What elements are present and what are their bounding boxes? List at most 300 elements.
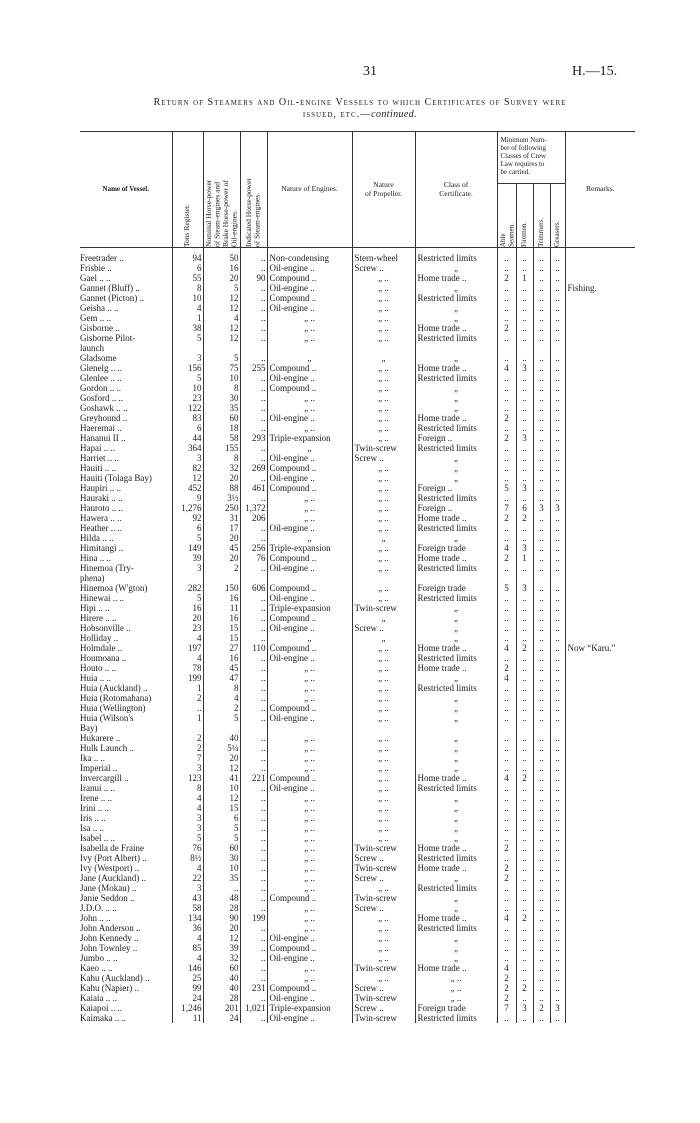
vessel-name: Huia (Rotomahana)	[80, 693, 152, 703]
able-seamen: ..	[497, 453, 516, 463]
able-seamen: ..	[497, 703, 516, 713]
table-row	[80, 413, 635, 423]
nominal-horse-power: 8	[203, 683, 240, 693]
able-seamen: ..	[497, 833, 516, 843]
firemen: ..	[516, 393, 533, 403]
able-seamen: ..	[497, 853, 516, 863]
trimmers: ..	[533, 263, 550, 273]
indicated-horse-power: ..	[240, 263, 267, 273]
remarks	[565, 983, 635, 993]
tons-register: 36	[172, 923, 203, 933]
nature-of-engines: „ ..	[267, 673, 352, 683]
trimmers: ..	[533, 253, 550, 263]
table-row	[80, 843, 635, 853]
class-of-certificate: „	[415, 703, 497, 713]
table-row	[80, 823, 635, 833]
greasers: ..	[550, 543, 565, 553]
nominal-horse-power: 35	[203, 403, 240, 413]
firemen: ..	[516, 373, 533, 383]
firemen: ..	[516, 603, 533, 613]
table-row	[80, 873, 635, 883]
remarks	[565, 733, 635, 743]
remarks	[565, 773, 635, 783]
greasers: ..	[550, 443, 565, 453]
tons-register: 199	[172, 673, 203, 683]
remarks	[565, 533, 635, 543]
vessel-name: Hina .. ..	[80, 553, 111, 563]
trimmers: ..	[533, 373, 550, 383]
nature-of-engines: „ ..	[267, 763, 352, 773]
class-of-certificate: Home trade ..	[415, 553, 497, 563]
table-row	[80, 293, 635, 303]
table-body	[80, 248, 635, 1024]
table-row	[80, 393, 635, 403]
header-tons-register-label: Tons Register.	[182, 204, 192, 247]
able-seamen: 2	[497, 413, 516, 423]
greasers: ..	[550, 313, 565, 323]
nominal-horse-power: 3½	[203, 493, 240, 503]
nominal-horse-power: 40	[203, 983, 240, 993]
table-row	[80, 693, 635, 703]
nature-of-engines: „ ..	[267, 913, 352, 923]
table-row	[80, 853, 635, 863]
remarks: Fishing.	[565, 283, 635, 293]
table-row	[80, 603, 635, 613]
nature-of-propeller: „ ..	[352, 593, 415, 603]
greasers: ..	[550, 493, 565, 503]
remarks	[565, 453, 635, 463]
nature-of-propeller: „ ..	[352, 643, 415, 653]
remarks	[565, 583, 635, 593]
nature-of-engines: Oil-engine ..	[267, 303, 352, 313]
class-of-certificate: Restricted limits	[415, 923, 497, 933]
table-row	[80, 773, 635, 783]
trimmers: ..	[533, 833, 550, 843]
nominal-horse-power: 45	[203, 663, 240, 673]
nature-of-engines: Oil-engine ..	[267, 1013, 352, 1023]
firemen: 3	[516, 363, 533, 373]
nature-of-engines: Compound ..	[267, 703, 352, 713]
trimmers: ..	[533, 323, 550, 333]
remarks	[565, 493, 635, 503]
greasers: ..	[550, 893, 565, 903]
nature-of-engines: „ ..	[267, 863, 352, 873]
nature-of-propeller: „ ..	[352, 403, 415, 413]
nature-of-engines: Triple-expansion	[267, 543, 352, 553]
indicated-horse-power: ..	[240, 823, 267, 833]
vessel-name: Hinemoa (Try- phena)	[80, 563, 134, 583]
nature-of-engines: Compound ..	[267, 463, 352, 473]
nominal-horse-power: 18	[203, 423, 240, 433]
greasers: ..	[550, 563, 565, 583]
table-row	[80, 743, 635, 753]
nature-of-propeller: „ ..	[352, 703, 415, 713]
indicated-horse-power: ..	[240, 683, 267, 693]
nature-of-propeller: „ ..	[352, 673, 415, 683]
able-seamen: 2	[497, 993, 516, 1003]
table-row	[80, 263, 635, 273]
trimmers: ..	[533, 293, 550, 303]
tons-register: 6	[172, 523, 203, 533]
indicated-horse-power: ..	[240, 323, 267, 333]
table-row	[80, 363, 635, 373]
firemen: ..	[516, 823, 533, 833]
firemen: ..	[516, 493, 533, 503]
nature-of-engines: „ ..	[267, 423, 352, 433]
vessel-name: Irini .. ..	[80, 803, 109, 813]
tons-register: 5	[172, 593, 203, 603]
firemen: ..	[516, 653, 533, 663]
nominal-horse-power: 20	[203, 473, 240, 483]
header-nature-of-engines: Nature of Engines.	[267, 132, 352, 248]
nominal-horse-power: 250	[203, 503, 240, 513]
nominal-horse-power: 16	[203, 613, 240, 623]
remarks	[565, 993, 635, 1003]
indicated-horse-power: ..	[240, 953, 267, 963]
trimmers: ..	[533, 403, 550, 413]
able-seamen: ..	[497, 653, 516, 663]
nature-of-propeller: „ ..	[352, 653, 415, 663]
tons-register: 8½	[172, 853, 203, 863]
remarks	[565, 413, 635, 423]
table-row	[80, 803, 635, 813]
trimmers: ..	[533, 663, 550, 673]
table-row	[80, 933, 635, 943]
table-row	[80, 783, 635, 793]
nature-of-engines: Non-condensing	[267, 253, 352, 263]
nature-of-engines: „ ..	[267, 403, 352, 413]
class-of-certificate: Foreign trade	[415, 543, 497, 553]
trimmers: ..	[533, 633, 550, 643]
indicated-horse-power: ..	[240, 783, 267, 793]
greasers: ..	[550, 393, 565, 403]
table-row	[80, 313, 635, 323]
firemen: ..	[516, 703, 533, 713]
nature-of-propeller: „ ..	[352, 553, 415, 563]
greasers: ..	[550, 413, 565, 423]
vessel-name: Haeremai ..	[80, 423, 122, 433]
firemen: ..	[516, 623, 533, 633]
header-trimmers-label: Trimmers.	[537, 217, 546, 247]
vessel-name: Hauraki .. ..	[80, 493, 123, 503]
nature-of-engines: Oil-engine ..	[267, 563, 352, 583]
indicated-horse-power: 606	[240, 583, 267, 593]
greasers: ..	[550, 323, 565, 333]
firemen: ..	[516, 523, 533, 533]
trimmers: ..	[533, 653, 550, 663]
remarks	[565, 893, 635, 903]
nature-of-engines: „ ..	[267, 873, 352, 883]
table-row	[80, 613, 635, 623]
able-seamen: ..	[497, 683, 516, 693]
nominal-horse-power: 28	[203, 903, 240, 913]
remarks	[565, 373, 635, 383]
table-row	[80, 983, 635, 993]
vessel-name: Geisha .. ..	[80, 303, 119, 313]
indicated-horse-power: ..	[240, 423, 267, 433]
nominal-horse-power: 17	[203, 523, 240, 533]
table-row	[80, 553, 635, 563]
nature-of-engines: „ ..	[267, 503, 352, 513]
indicated-horse-power: ..	[240, 663, 267, 673]
table-row	[80, 463, 635, 473]
trimmers: ..	[533, 713, 550, 733]
nature-of-propeller: Screw ..	[352, 263, 415, 273]
nominal-horse-power: 16	[203, 593, 240, 603]
nominal-horse-power: 12	[203, 763, 240, 773]
trimmers: ..	[533, 993, 550, 1003]
greasers: ..	[550, 943, 565, 953]
vessel-name: Hilda .. ..	[80, 533, 114, 543]
remarks	[565, 633, 635, 643]
indicated-horse-power: ..	[240, 1013, 267, 1023]
tons-register: 38	[172, 323, 203, 333]
nature-of-propeller: „ ..	[352, 583, 415, 593]
vessel-name: Glenlee .. ..	[80, 373, 122, 383]
able-seamen: 4	[497, 913, 516, 923]
class-of-certificate: Foreign trade	[415, 583, 497, 593]
tons-register: 43	[172, 893, 203, 903]
table-row	[80, 583, 635, 593]
trimmers: ..	[533, 873, 550, 883]
tons-register: 452	[172, 483, 203, 493]
nature-of-propeller: „ ..	[352, 273, 415, 283]
header-minimum-crew: Minimum Num- ber of following Classes of Crew Law requires to be carried.	[497, 132, 565, 184]
tons-register: 7	[172, 753, 203, 763]
nominal-horse-power: 16	[203, 653, 240, 663]
vessel-name: Huia (Auckland) ..	[80, 683, 148, 693]
nature-of-engines: „	[267, 353, 352, 363]
greasers: ..	[550, 773, 565, 783]
indicated-horse-power: ..	[240, 713, 267, 733]
greasers: ..	[550, 463, 565, 473]
indicated-horse-power: ..	[240, 333, 267, 353]
able-seamen: ..	[497, 1013, 516, 1023]
greasers: ..	[550, 603, 565, 613]
table-row	[80, 623, 635, 633]
table-row	[80, 703, 635, 713]
trimmers: ..	[533, 353, 550, 363]
class-of-certificate: „	[415, 313, 497, 323]
remarks	[565, 923, 635, 933]
vessel-name: Gladsome	[80, 353, 117, 363]
nominal-horse-power: 15	[203, 623, 240, 633]
table-row	[80, 923, 635, 933]
nominal-horse-power: 30	[203, 853, 240, 863]
indicated-horse-power: ..	[240, 903, 267, 913]
greasers: ..	[550, 653, 565, 663]
nature-of-propeller: „ ..	[352, 763, 415, 773]
greasers: ..	[550, 433, 565, 443]
vessel-name: Gisborne ..	[80, 323, 120, 333]
nature-of-engines: „ ..	[267, 843, 352, 853]
greasers: ..	[550, 983, 565, 993]
tons-register: 4	[172, 863, 203, 873]
trimmers: ..	[533, 823, 550, 833]
trimmers: ..	[533, 883, 550, 893]
nominal-horse-power: 5¼	[203, 743, 240, 753]
able-seamen: 2	[497, 513, 516, 523]
vessel-name: Harriet .. ..	[80, 453, 119, 463]
vessel-name: Kaimaka .. ..	[80, 1013, 126, 1023]
indicated-horse-power: ..	[240, 453, 267, 463]
nature-of-engines: Oil-engine ..	[267, 263, 352, 273]
table-row	[80, 473, 635, 483]
tons-register: 4	[172, 303, 203, 313]
greasers: ..	[550, 483, 565, 493]
nature-of-propeller: „ ..	[352, 773, 415, 783]
remarks: Now “Karu.”	[565, 643, 635, 653]
tons-register: 197	[172, 643, 203, 653]
trimmers: ..	[533, 333, 550, 353]
tons-register: 123	[172, 773, 203, 783]
remarks	[565, 823, 635, 833]
indicated-horse-power: ..	[240, 403, 267, 413]
nature-of-engines: Oil-engine ..	[267, 993, 352, 1003]
nature-of-propeller: „ ..	[352, 433, 415, 443]
trimmers: ..	[533, 543, 550, 553]
nature-of-engines: „ ..	[267, 813, 352, 823]
nature-of-engines: „ ..	[267, 663, 352, 673]
nature-of-engines: Compound ..	[267, 773, 352, 783]
greasers: ..	[550, 683, 565, 693]
able-seamen: ..	[497, 783, 516, 793]
able-seamen: ..	[497, 733, 516, 743]
trimmers: ..	[533, 303, 550, 313]
nature-of-engines: Oil-engine ..	[267, 713, 352, 733]
table-row	[80, 273, 635, 283]
nature-of-propeller: „ ..	[352, 823, 415, 833]
nature-of-propeller: „ ..	[352, 833, 415, 843]
remarks	[565, 273, 635, 283]
header-remarks: Remarks.	[565, 132, 635, 248]
class-of-certificate: Restricted limits	[415, 853, 497, 863]
vessel-name: Hauiti (Tolaga Bay)	[80, 473, 152, 483]
greasers: ..	[550, 823, 565, 833]
nominal-horse-power: 12	[203, 303, 240, 313]
vessel-name: Hauiti .. ..	[80, 463, 116, 473]
nominal-horse-power: 4	[203, 693, 240, 703]
trimmers: ..	[533, 413, 550, 423]
trimmers: ..	[533, 963, 550, 973]
remarks	[565, 543, 635, 553]
nature-of-propeller: „ ..	[352, 933, 415, 943]
header-nature-of-propeller: Nature of Propeller.	[352, 132, 415, 248]
remarks	[565, 883, 635, 893]
firemen: 2	[516, 643, 533, 653]
nature-of-engines: Compound ..	[267, 383, 352, 393]
trimmers: ..	[533, 553, 550, 563]
firemen: ..	[516, 763, 533, 773]
able-seamen: ..	[497, 893, 516, 903]
nature-of-propeller: „ ..	[352, 733, 415, 743]
table-row	[80, 323, 635, 333]
tons-register: 134	[172, 913, 203, 923]
remarks	[565, 933, 635, 943]
nominal-horse-power: 12	[203, 793, 240, 803]
remarks	[565, 353, 635, 363]
trimmers: ..	[533, 693, 550, 703]
remarks	[565, 713, 635, 733]
firemen: 2	[516, 983, 533, 993]
class-of-certificate: „ ..	[415, 983, 497, 993]
firemen: ..	[516, 563, 533, 583]
vessel-name: Hapai .. ..	[80, 443, 115, 453]
able-seamen: ..	[497, 593, 516, 603]
nature-of-propeller: Screw ..	[352, 623, 415, 633]
firemen: ..	[516, 383, 533, 393]
tons-register: 5	[172, 333, 203, 353]
nominal-horse-power: 2	[203, 563, 240, 583]
nature-of-propeller: „ ..	[352, 333, 415, 353]
firemen: 3	[516, 583, 533, 593]
tons-register: 23	[172, 393, 203, 403]
firemen: 1	[516, 553, 533, 563]
nature-of-engines: „ ..	[267, 323, 352, 333]
able-seamen: ..	[497, 953, 516, 963]
able-seamen: ..	[497, 823, 516, 833]
greasers: 3	[550, 503, 565, 513]
greasers: ..	[550, 973, 565, 983]
class-of-certificate: Foreign ..	[415, 483, 497, 493]
tons-register: 8	[172, 283, 203, 293]
remarks	[565, 333, 635, 353]
nominal-horse-power: 2	[203, 703, 240, 713]
table-row	[80, 283, 635, 293]
remarks	[565, 403, 635, 413]
nature-of-engines: Oil-engine ..	[267, 933, 352, 943]
table-row	[80, 523, 635, 533]
nature-of-propeller: „ ..	[352, 943, 415, 953]
remarks	[565, 603, 635, 613]
able-seamen: 2	[497, 553, 516, 563]
indicated-horse-power: 90	[240, 273, 267, 283]
greasers: ..	[550, 673, 565, 683]
vessel-name: Ika .. ..	[80, 753, 105, 763]
trimmers: ..	[533, 863, 550, 873]
nominal-horse-power: 10	[203, 863, 240, 873]
nature-of-propeller: „ ..	[352, 493, 415, 503]
indicated-horse-power: ..	[240, 393, 267, 403]
greasers: ..	[550, 1013, 565, 1023]
tons-register: 156	[172, 363, 203, 373]
greasers: ..	[550, 853, 565, 863]
greasers: ..	[550, 383, 565, 393]
greasers: ..	[550, 873, 565, 883]
nature-of-propeller: „ ..	[352, 883, 415, 893]
firemen: 3	[516, 483, 533, 493]
indicated-horse-power: ..	[240, 373, 267, 383]
tons-register: 2	[172, 743, 203, 753]
vessel-name: Kahu (Napier) ..	[80, 983, 139, 993]
indicated-horse-power: ..	[240, 963, 267, 973]
remarks	[565, 943, 635, 953]
able-seamen: ..	[497, 903, 516, 913]
nominal-horse-power: 12	[203, 933, 240, 943]
vessel-name: Kahu (Auckland) ..	[80, 973, 150, 983]
firemen: ..	[516, 253, 533, 263]
able-seamen: 7	[497, 1003, 516, 1013]
nominal-horse-power: 12	[203, 333, 240, 353]
tons-register: 85	[172, 943, 203, 953]
firemen: ..	[516, 883, 533, 893]
nature-of-propeller: „ ..	[352, 953, 415, 963]
table-row	[80, 733, 635, 743]
remarks	[565, 423, 635, 433]
nominal-horse-power: 4	[203, 313, 240, 323]
able-seamen: ..	[497, 383, 516, 393]
class-of-certificate: Home trade ..	[415, 663, 497, 673]
